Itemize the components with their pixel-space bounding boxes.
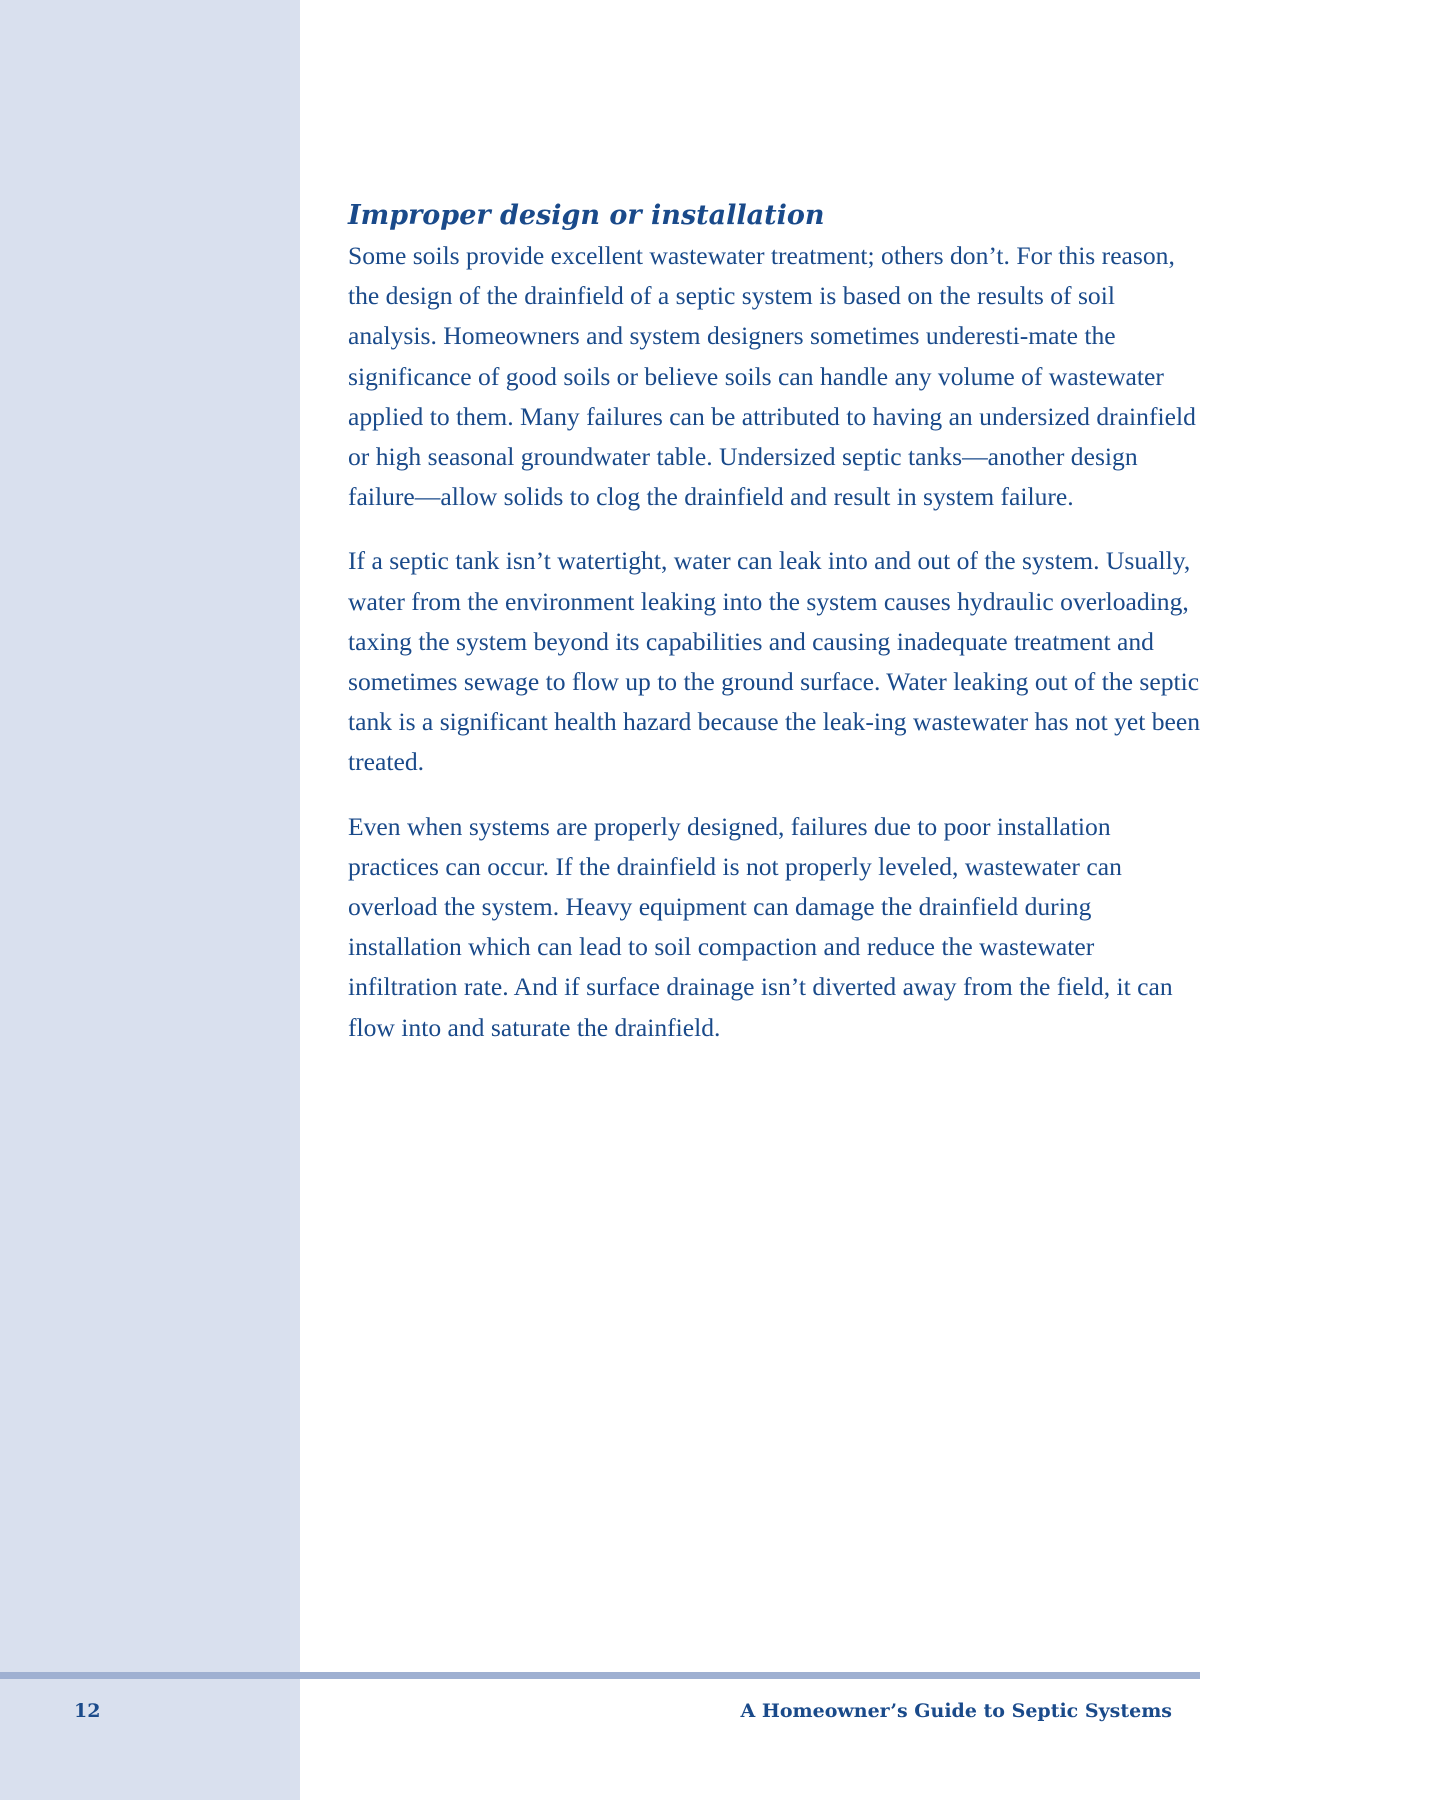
running-title: A Homeowner’s Guide to Septic Systems xyxy=(740,1700,1172,1722)
section-heading: Improper design or installation xyxy=(348,200,825,231)
paragraph-watertight-tank: If a septic tank isn’t watertight, water can leak into and out of the system. Usually, water from the environment leaking into the system causes hydraulic overloading, taxing the system beyond its capabilities and causing inadequate treatment and sometimes sewage to flow up to the ground surface. Water leaking out of the septic tank is a significant health hazard because the leak-ing wastewater has not yet been treated. xyxy=(348,546,1201,777)
paragraph-installation-practices: Even when systems are properly designed, failures due to poor installation practices can occur. If the drainfield is not properly leveled, wastewater can overload the system. Heavy equipment can damage the drainfield during installation which can lead to soil compaction and reduce the wastewater infiltration rate. And if surface drainage isn’t diverted away from the field, it can flow into and saturate the drainfield. xyxy=(348,811,1173,1042)
page-number: 12 xyxy=(74,1700,101,1722)
footer-divider xyxy=(0,1672,1200,1679)
main-content xyxy=(348,196,1202,1072)
paragraph-soil-design: Some soils provide excellent wastewater treatment; others don’t. For this reason, the design of the drainfield of a septic system is based on the results of soil analysis. Homeowners and system designers sometimes underesti-mate the significance of good soils or believe soils can handle any volume of wastewater applied to them. Many failures can be attributed to having an undersized drainfield or high seasonal groundwater table. Undersized septic tanks—another design failure—allow solids to clog the drainfield and result in system failure. xyxy=(348,241,1196,512)
left-sidebar-band xyxy=(0,0,300,1800)
